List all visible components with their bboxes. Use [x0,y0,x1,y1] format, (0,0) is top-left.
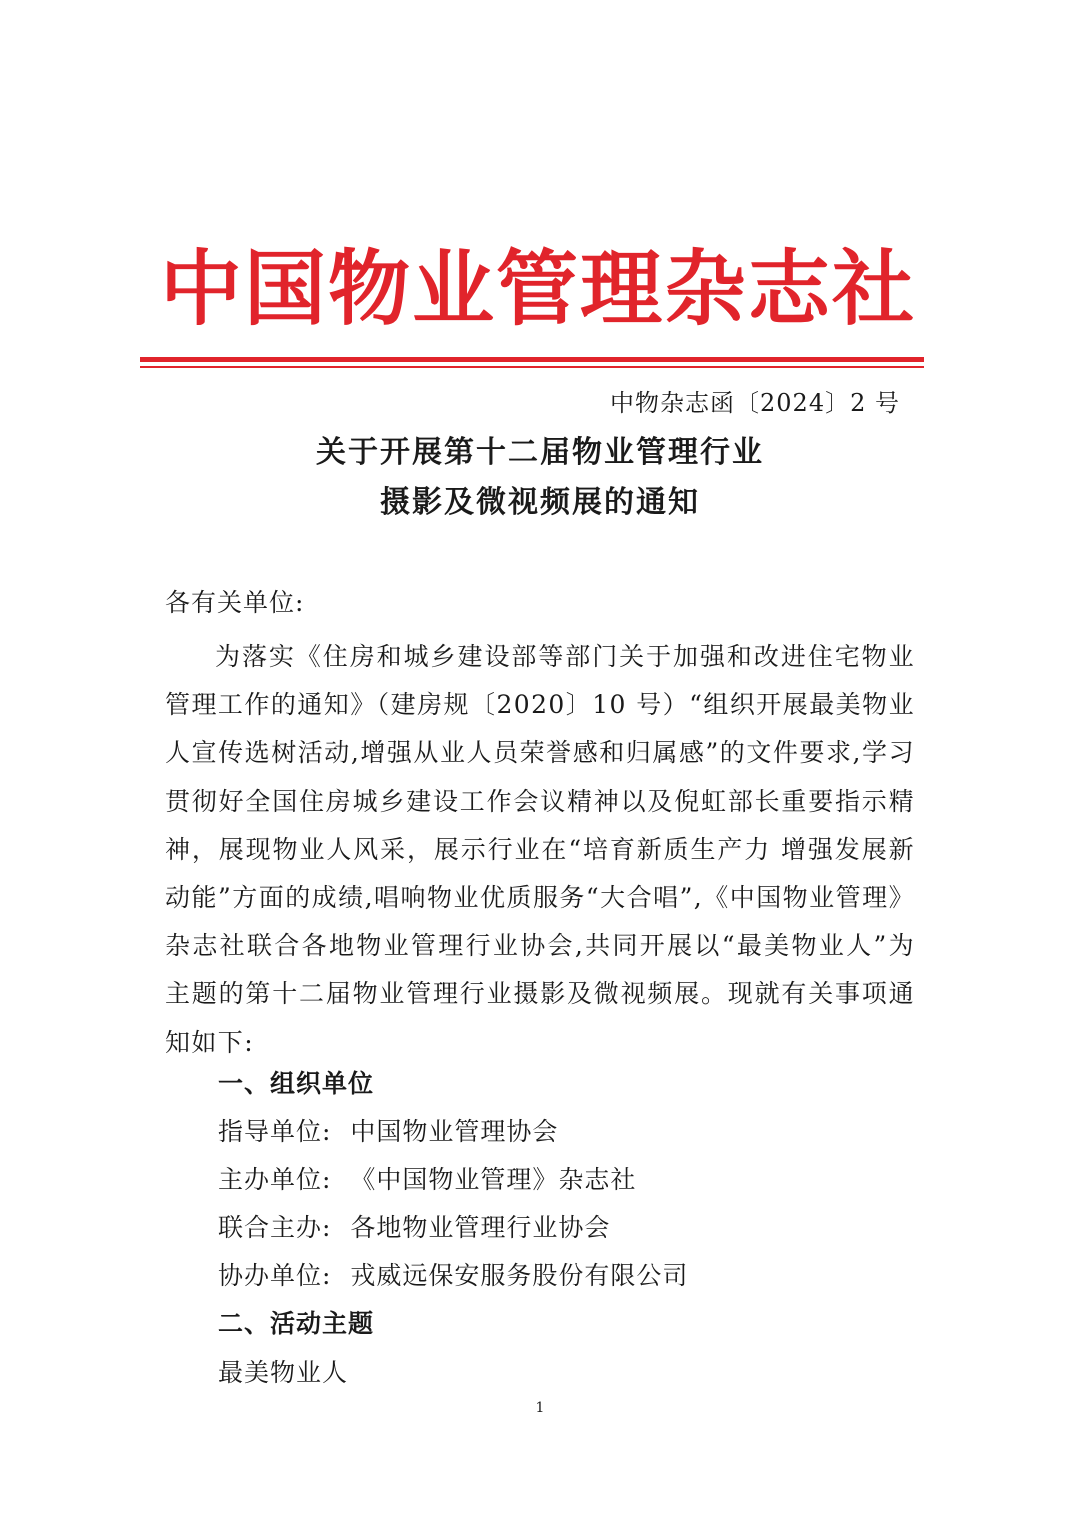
notice-title-line-2: 摄影及微视频展的通知 [380,485,700,520]
notice-title-line-1: 关于开展第十二届物业管理行业 [316,435,764,470]
notice-body [165,585,915,1067]
org-row-value: 中国物业管理协会 [350,1117,559,1146]
org-row-value: 《中国物业管理》杂志社 [350,1165,637,1194]
page-number: 1 [535,1400,545,1416]
org-row-guiding [218,1114,558,1150]
section-1-heading: 一、组织单位 [218,1069,375,1098]
org-row-host [218,1162,636,1198]
section-2-heading: 二、活动主题 [218,1309,375,1338]
activity-theme: 最美物业人 [218,1358,349,1387]
masthead-rule-thin [140,366,924,368]
org-row-value: 各地物业管理行业协会 [350,1213,611,1242]
org-row-label: 联合主办: [218,1213,332,1242]
salutation: 各有关单位: [165,588,305,617]
org-row-label: 指导单位: [218,1117,332,1146]
document-number: 中物杂志函〔2024〕2 号 [610,389,900,417]
org-row-value: 戎威远保安服务股份有限公司 [350,1261,689,1290]
org-row-label: 主办单位: [218,1165,332,1194]
org-row-cohost [218,1210,610,1246]
intro-paragraph: 为落实《住房和城乡建设部等部门关于加强和改进住宅物业管理工作的通知》（建房规〔2020〕10 号）“组织开展最美物业人宣传选树活动,增强从业人员荣誉感和归属感”的文件要求,学习贯彻好全国住房城乡建设工作会议精神以及倪虹部长重要指示精神，展现物业人风采，展示行业在“培育新质生产力 增强发展新动能”方面的成绩,唱响物业优质服务“大合唱”,《中国物业管理》杂志社联合各地物业管理行业协会,共同开展以“最美物业人”为主题的第十二届物业管理行业摄影及微视频展。现就有关事项通知如下: [165,642,915,1057]
masthead-title: 中国物业管理杂志社 [160,242,917,337]
masthead-rule-thick [140,357,924,362]
org-row-label: 协办单位: [218,1261,332,1290]
org-row-co-organizer [218,1258,688,1294]
